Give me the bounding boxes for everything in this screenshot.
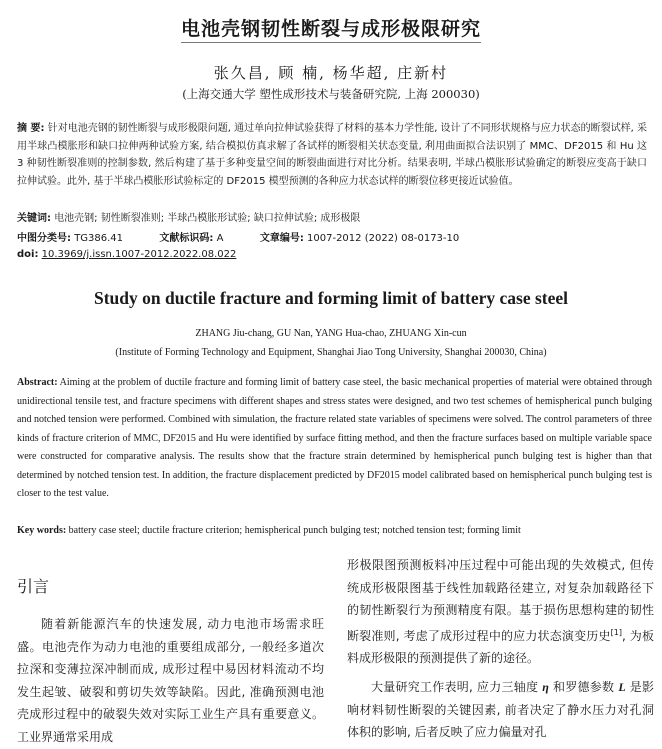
body-text: 是影响材料韧性断裂的关键因素, 前者决定了静水压力对孔洞体积的影响, 后者反映了应力偏量对孔 [347,679,654,740]
body-paragraph [347,554,654,670]
body-right-column [347,554,654,744]
article-no-label: 文章编号: [259,233,304,244]
abstract-en-label: Abstract: [17,377,58,388]
abstract-cn-label: 摘 要: [17,123,45,134]
paper-title-cn: 电池壳钢韧性断裂与成形极限研究 [0,14,662,41]
doc-code-label: 文献标识码: [159,233,214,244]
classification-row [17,229,459,244]
keywords-en-label: Key words: [17,525,67,536]
doc-code-value: A [216,233,224,244]
body-paragraph: 随着新能源汽车的快速发展, 动力电池市场需求旺盛。电池壳作为动力电池的重要组成部分, 一般经多道次拉深和变薄拉深冲制而成, 成形过程中易因材料流动不均发生起皱、破裂和剪切失效等缺陷。因此, 准确预测电池壳成形过程中的破裂失效对实际工业生产具有重要意义。工业界通常采用成 [17,617,324,744]
abstract-en [17,374,652,504]
body-text: 和罗德参数 [548,679,619,694]
doi-label: doi: [17,249,39,260]
keywords-cn-label: 关键词: [17,213,51,224]
keywords-en-text: battery case steel; ductile fracture criterion; hemispherical punch bulging test; notched tension test; forming limit [68,525,521,536]
abstract-cn-text: 针对电池壳钢的韧性断裂与成形极限问题, 通过单向拉伸试验获得了材料的基本力学性能, 设计了不同形状规格与应力状态的断裂试样, 采用半球凸模胀形和缺口拉伸两种试验方案, 结合模拟仿真求解了各试样的断裂相关状态变量, 利用曲面拟合法识别了 MMC、DF2015 和 Hu 这 3 种韧性断裂准则的控制参数, 然后构建了基于多种变量空间的断裂曲面进行对比分析。结果表明, 半球凸模胀形试验确定的断裂应变高于缺口拉伸试验。此外, 基于半球凸模胀形试验标定的 DF2015 模型预测的各种应力状态试样的断裂位移更接近试验值。 [17,123,647,187]
keywords-cn-text: 电池壳钢; 韧性断裂准则; 半球凸模胀形试验; 缺口拉伸试验; 成形极限 [54,213,361,224]
keywords-cn [17,209,360,224]
symbol-lode: L [618,679,626,694]
citation-ref: [1] [610,627,622,637]
doi-value: 10.3969/j.issn.1007-2012.2022.08.022 [41,249,237,260]
paper-title-en: Study on ductile fracture and forming limit of battery case steel [93,288,569,308]
symbol-eta: η [542,679,549,694]
affiliation-cn: (上海交通大学 塑性成形技术与装备研究院, 上海 200030) [182,87,480,101]
keywords-en [17,525,652,536]
clc-value: TG386.41 [74,233,124,244]
body-text: 大量研究工作表明, 应力三轴度 [371,679,543,694]
authors-en: ZHANG Jiu-chang, GU Nan, YANG Hua-chao, ZHUANG Xin-cun [195,328,467,339]
abstract-en-text: Aiming at the problem of ductile fracture and forming limit of battery case steel, the basic mechanical properties of material were obtained through unidirectional tensile test, and fracture specimens with different shapes and stress states were designed, and two test schemes of hemispherical punch bulging and notched tension were performed. Combined with simulation, the fracture related state variables of specimens were solved. The control parameters of three kinds of fracture criterion of MMC, DF2015 and Hu were identified by surface fitting method, and then the fracture surfaces based on multiple variable space were constructed for comparative analysis. The results show that the fracture strain determined by hemispherical punch bulging test is higher than that determined by notched tension test. In addition, the fracture displacement predicted by DF2015 model calibrated based on hemispherical punch bulging test is closer to the test value. [17,377,652,499]
section-heading-introduction: 引言 [17,577,50,596]
body-paragraph [347,676,654,744]
clc-label: 中图分类号: [17,233,71,244]
body-text: 形极限图预测板料冲压过程中可能出现的失效模式, 但传统成形极限图基于线性加载路径建立, 对复杂加载路径下的韧性断裂行为预测精度有限。基于损伤思想构建的韧性断裂准则, 考虑了成形过程中的应力状态演变历史 [347,558,654,643]
abstract-cn [17,120,647,190]
body-left-column [17,613,324,749]
doi-row [17,249,236,260]
article-no-value: 1007-2012 (2022) 08-0173-10 [307,233,460,244]
body-text: , 为板料成形极限的预测提供了新的途径。 [347,628,654,666]
authors-cn: 张久昌, 顾 楠, 杨华超, 庄新村 [213,64,449,82]
affiliation-en: (Institute of Forming Technology and Equipment, Shanghai Jiao Tong University, Shanghai 200030, China) [115,347,547,358]
